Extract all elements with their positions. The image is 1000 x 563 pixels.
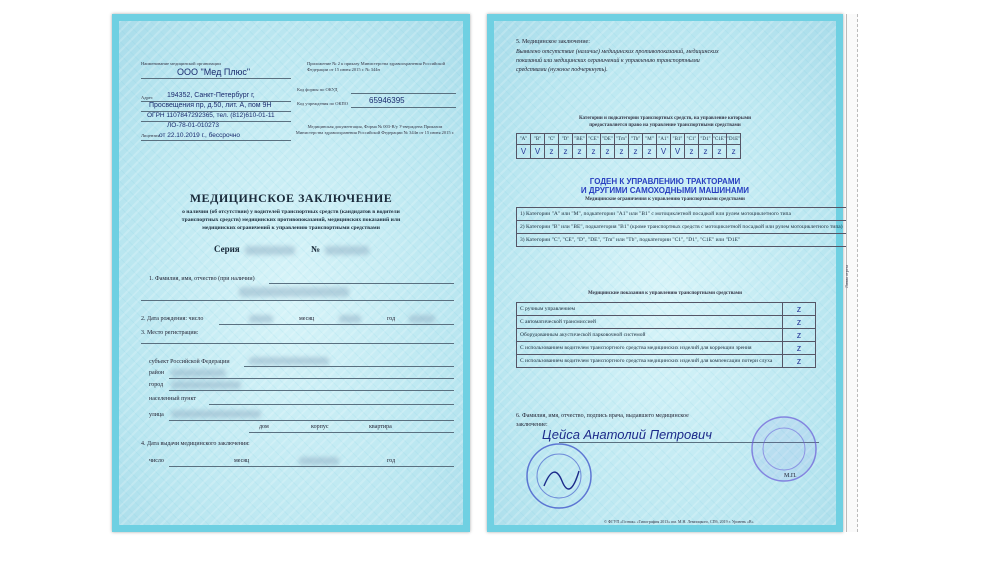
series-label: Серия (214, 244, 240, 254)
tractor-stamp-line2: И ДРУГИМИ САМОХОДНЫМИ МАШИНАМИ (580, 186, 750, 195)
restriction-row (517, 208, 858, 221)
restriction-row-text: 3) Категории "C", "CE", "D", "DE", "Tm" или "Tb", подкатегории "C1", "D1", "C1E" или "D1E" (517, 234, 847, 247)
org-caption: Наименование медицинской организации (141, 61, 221, 66)
doctor-signature: Цейса Анатолий Петрович (542, 427, 713, 442)
address-line1: 194352, Санкт-Петербург г, (167, 92, 255, 99)
indications-title: Медицинские показания к управлению транспортными средствами (587, 291, 743, 296)
indication-row-mark: z (783, 316, 816, 329)
footer-print: © ФГУП «Гознак» «Типография 2013» им. М.Н. Лемпицкого, СПб, 2019 г. Уровень «В» (604, 519, 754, 524)
license-date: от 22.10.2019 г., бессрочно (159, 132, 241, 139)
categories-table (516, 133, 741, 159)
category-cell: "D1" (699, 134, 713, 145)
cut-strip (843, 14, 858, 532)
settlement-label: населенный пункт (149, 396, 196, 402)
okpo-label: Код учреждения по ОКПО (297, 101, 349, 106)
strip-text: Линия отреза (843, 265, 849, 288)
section5-title: 5. Медицинское заключение: (516, 39, 590, 45)
indication-row (517, 342, 816, 355)
indication-row-mark: z (783, 355, 816, 368)
okpo-value: 65946395 (369, 96, 405, 105)
category-mark: z (685, 145, 699, 159)
category-cell: "D" (559, 134, 573, 145)
license-number: ЛО-78-01-010273 (167, 122, 219, 129)
birth-day-redacted (249, 315, 273, 323)
category-mark: z (615, 145, 629, 159)
indication-row-mark: z (783, 329, 816, 342)
issue-day-label: число (149, 458, 164, 464)
category-cell: "A" (517, 134, 531, 145)
round-seal-icon (524, 441, 594, 511)
category-mark: z (573, 145, 587, 159)
series-value-redacted (245, 246, 295, 255)
license-label: Лицензия (141, 133, 160, 138)
city-redacted (171, 381, 241, 389)
categories-header2: предоставляется право на управление транспортными средствами (589, 123, 741, 128)
birth-month-label: месяц (299, 316, 315, 322)
category-mark: z (643, 145, 657, 159)
section5-text3: средствами (нужное подчеркнуть). (516, 67, 608, 73)
subtitle-line1: о наличии (об отсутствии) у водителей транспортных средств (кандидатов в водители (182, 209, 400, 215)
category-mark: z (559, 145, 573, 159)
category-cell: "B" (531, 134, 545, 145)
section5-text2: показаний или медицинских ограничений к управлению транспортными (516, 58, 700, 64)
indication-row-text: С использованием водителем транспортного средства медицинских изделий для коррекции зрения (517, 342, 783, 355)
category-mark: z (587, 145, 601, 159)
district-label: район (149, 370, 165, 376)
ogrn-line: ОГРН 1107847292365, тел. (812)610-01-11 (147, 112, 275, 119)
category-cell: "Tm" (615, 134, 629, 145)
category-mark: V (671, 145, 685, 159)
field-issue-date: 4. Дата выдачи медицинского заключения: (141, 441, 250, 447)
category-mark: z (699, 145, 713, 159)
category-cell: "B1" (671, 134, 685, 145)
issue-month-label: месяц (234, 458, 250, 464)
category-cell: "A1" (657, 134, 671, 145)
org-name: ООО "Мед Плюс" (177, 67, 251, 77)
category-mark: V (531, 145, 545, 159)
birth-month-redacted (339, 315, 361, 323)
district-redacted (171, 369, 226, 377)
field-birth-date: 2. Дата рождения: число (141, 316, 204, 322)
indication-row-text: Оборудованным акустической парковочной системой (517, 329, 783, 342)
address-label: Адрес (141, 95, 153, 100)
birth-year-redacted (409, 315, 435, 323)
category-mark: V (657, 145, 671, 159)
category-mark: z (601, 145, 615, 159)
category-mark: z (629, 145, 643, 159)
restriction-row (517, 234, 858, 247)
indication-row (517, 355, 816, 368)
subject-label: субъект Российской Федерации (149, 359, 230, 365)
address-line2: Просвещения пр, д.50, лит. А, пом 9Н (149, 102, 272, 109)
indication-row (517, 303, 816, 316)
section5-text1: Выявлено отсутствие (наличие) медицинских противопоказаний, медицинских (516, 49, 719, 55)
birth-year-label: год (387, 316, 396, 322)
indication-row-text: С автоматической трансмиссией (517, 316, 783, 329)
restriction-row (517, 221, 858, 234)
issue-year-label: год (387, 458, 396, 464)
field-full-name: 1. Фамилия, имя, отчество (при наличии) (149, 276, 255, 282)
tractor-stamp-line1: ГОДЕН К УПРАВЛЕНИЮ ТРАКТОРАМИ (589, 177, 741, 186)
left-page (112, 14, 470, 532)
form-note: Медицинская документация, Форма № 003-В/у Утверждена Приказом Министерства здравоохранения Российской Федерации № 344н от 15 июня 2015 г. (295, 124, 455, 135)
document-title: МЕДИЦИНСКОЕ ЗАКЛЮЧЕНИЕ (189, 191, 393, 205)
seal-label: М.П. (784, 473, 797, 479)
indication-row-text: С ручным управлением (517, 303, 783, 316)
restrictions-table (516, 207, 858, 247)
category-cell: "C1" (685, 134, 699, 145)
category-mark: z (727, 145, 741, 159)
category-cell: "M" (643, 134, 657, 145)
subject-redacted (249, 357, 329, 365)
indication-row (517, 316, 816, 329)
categories-header1: Категории и подкатегории транспортных средств, на управление которыми (578, 116, 752, 121)
house-label: дом (259, 424, 269, 430)
restriction-row-text: 2) Категории "B" или "BE", подкатегория "B1" (кроме транспортных средств с мотоциклетной посадкой или рулем мотоциклетного типа) (517, 221, 847, 234)
indications-table (516, 302, 816, 368)
header-note: Приложение № 2 к приказу Министерства здравоохранения Российской Федерации от 15 июня 2015 г. № 344н (307, 61, 446, 72)
category-mark: z (713, 145, 727, 159)
issue-date-redacted (299, 457, 339, 465)
street-redacted (171, 410, 261, 418)
category-cell: "BE" (573, 134, 587, 145)
category-cell: "C1E" (713, 134, 727, 145)
category-mark: V (517, 145, 531, 159)
category-cell: "D1E" (727, 134, 741, 145)
building-label: корпус (311, 424, 329, 430)
subtitle-line3: медицинских ограничений к управлению транспортными средствами (202, 225, 380, 231)
indication-row (517, 329, 816, 342)
subtitle-line2: транспортных средств) медицинских противопоказаний, медицинских показаний или (181, 217, 401, 223)
restriction-row-text: 1) Категории "A" или "M", подкатегории "A1" или "B1" с мотоциклетной посадкой или рулем мотоциклетного типа (517, 208, 847, 221)
indication-row-mark: z (783, 342, 816, 355)
full-name-redacted (239, 287, 349, 297)
section6-line1: 6. Фамилия, имя, отчество, подпись врача, выдавшего медицинское (516, 413, 689, 419)
street-label: улица (149, 412, 164, 418)
apartment-label: квартира (369, 424, 392, 430)
indication-row-text: С использованием водителем транспортного средства медицинских изделий для компенсации потери слуха (517, 355, 783, 368)
category-cell: "C" (545, 134, 559, 145)
category-cell: "CE" (587, 134, 601, 145)
category-cell: "Tb" (629, 134, 643, 145)
section6-line2: заключение: (516, 422, 548, 428)
restrictions-title: Медицинские ограничения к управлению транспортными средствами (585, 197, 745, 202)
city-label: город (149, 382, 164, 388)
number-value-redacted (325, 246, 369, 255)
field-registration: 3. Место регистрации: (141, 330, 199, 336)
category-mark: z (545, 145, 559, 159)
right-page (487, 14, 843, 532)
indication-row-mark: z (783, 303, 816, 316)
number-label: № (311, 244, 321, 254)
category-cell: "DE" (601, 134, 615, 145)
okud-label: Код формы по ОКУД (297, 87, 338, 92)
